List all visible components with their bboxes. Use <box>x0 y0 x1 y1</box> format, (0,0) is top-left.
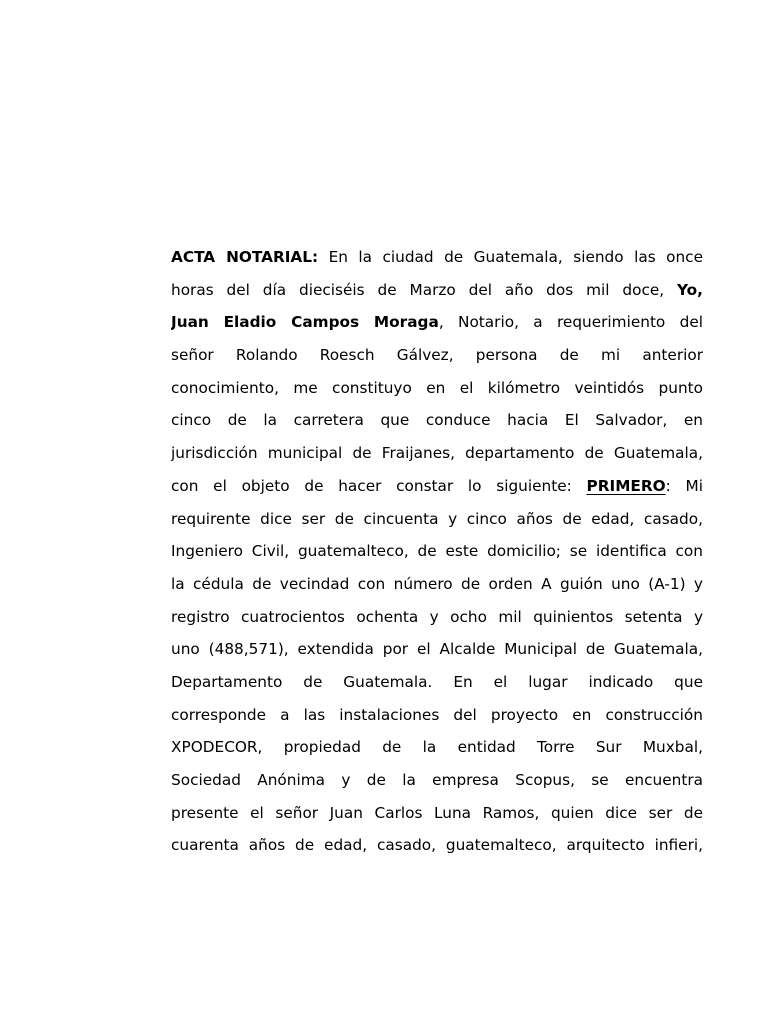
text-run: uno (488,571), extendida por el Alcalde Municipal de Guatemala, <box>171 640 703 659</box>
text-line <box>171 633 703 666</box>
text-line <box>171 797 703 830</box>
text-line <box>171 666 703 699</box>
bold-text: Yo, <box>677 280 703 299</box>
text-line <box>171 437 703 470</box>
text-line <box>171 470 703 503</box>
text-run: señor Rolando Roesch Gálvez, persona de mi anterior <box>171 346 703 365</box>
text-line <box>171 339 703 372</box>
text-run: la cédula de vecindad con número de orden A guión uno (A-1) y <box>171 574 703 593</box>
text-run: horas del día dieciséis de Marzo del año dos mil doce, <box>171 280 677 299</box>
text-run: cuarenta años de edad, casado, guatemalteco, arquitecto infieri, <box>171 836 703 855</box>
text-run: Sociedad Anónima y de la empresa Scopus, se encuentra <box>171 771 703 789</box>
text-line <box>171 241 703 274</box>
text-run: corresponde a las instalaciones del proyecto en construcción <box>171 705 703 724</box>
text-run: , Notario, a requerimiento del <box>438 313 703 332</box>
text-line <box>171 535 703 568</box>
text-run: jurisdicción municipal de Fraijanes, departamento de Guatemala, <box>171 444 703 463</box>
text-run: registro cuatrocientos ochenta y ocho mil quinientos setenta y <box>171 607 703 626</box>
text-run: cinco de la carretera que conduce hacia El Salvador, en <box>171 411 703 430</box>
bold-text: PRIMERO <box>586 476 666 495</box>
bold-text: ACTA NOTARIAL: <box>171 248 319 266</box>
notarial-act-text <box>171 241 703 862</box>
text-run: presente el señor Juan Carlos Luna Ramos, quien dice ser de <box>171 803 703 822</box>
text-run: Ingeniero Civil, guatemalteco, de este domicilio; se identifica con <box>171 542 703 561</box>
bold-text: Juan Eladio Campos Moraga <box>171 313 439 332</box>
text-line <box>171 372 703 405</box>
text-run: requirente dice ser de cincuenta y cinco años de edad, casado, <box>171 509 703 528</box>
text-line <box>171 503 703 536</box>
text-line <box>171 764 703 797</box>
text-run: En la ciudad de Guatemala, siendo las once <box>318 248 703 266</box>
text-run: XPODECOR, propiedad de la entidad Torre Sur Muxbal, <box>171 738 703 757</box>
text-run: : Mi <box>665 476 703 495</box>
text-line <box>171 731 703 764</box>
text-run: conocimiento, me constituyo en el kilómetro veintidós punto <box>171 378 703 397</box>
text-line <box>171 404 703 437</box>
text-line <box>171 601 703 634</box>
text-line <box>171 274 703 307</box>
text-line <box>171 829 703 862</box>
text-run: con el objeto de hacer constar lo siguiente: <box>171 476 587 495</box>
text-line <box>171 699 703 732</box>
text-line <box>171 568 703 601</box>
text-run: Departamento de Guatemala. En el lugar indicado que <box>171 672 703 691</box>
text-line <box>171 306 703 339</box>
